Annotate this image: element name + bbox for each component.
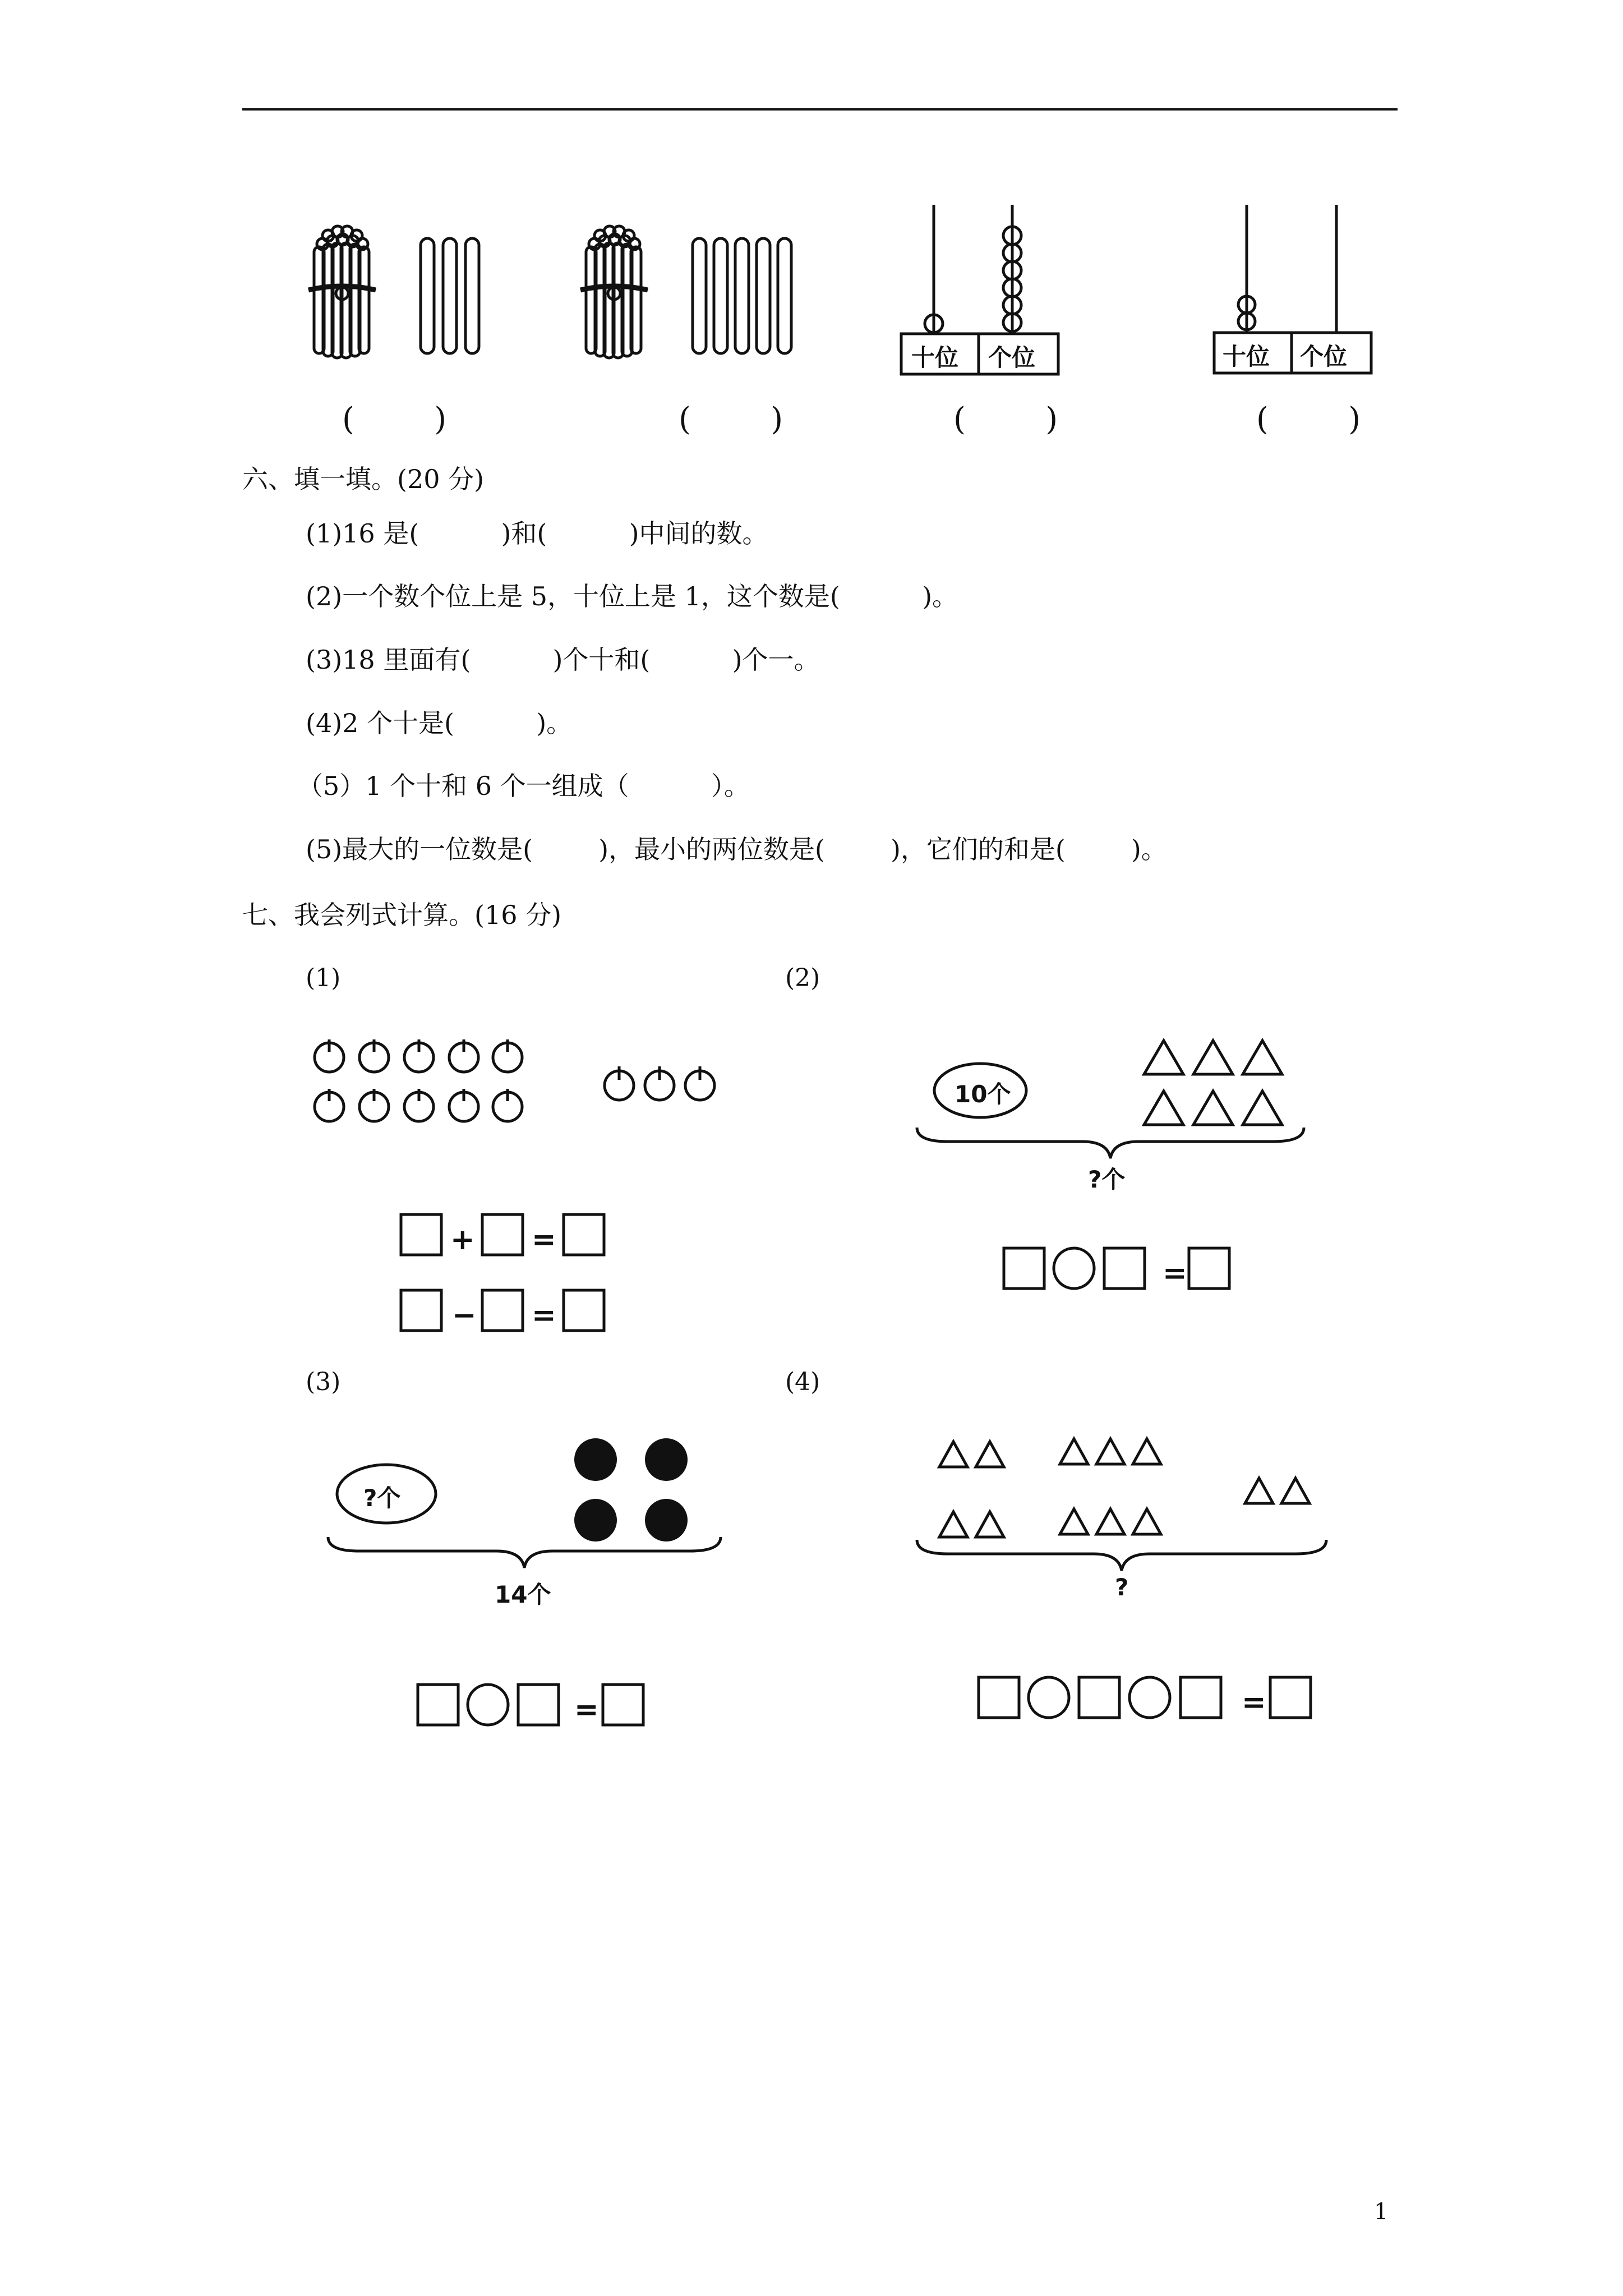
answer-paren-1[interactable]: ( ) xyxy=(342,401,447,438)
fill-item-1: (1)16 是( )和( )中间的数。 xyxy=(306,518,768,549)
triangles-group-6 xyxy=(1141,1035,1287,1133)
q2-oval-text: 10个 xyxy=(955,1080,1011,1108)
equals-sign: = xyxy=(532,1223,556,1257)
stick-bundle-icon xyxy=(303,222,381,362)
abacus-1-ones-label: 个位 xyxy=(988,344,1036,371)
minus-sign: − xyxy=(452,1299,477,1332)
answer-paren-3[interactable]: ( ) xyxy=(953,401,1058,438)
black-dots-group-4 xyxy=(572,1436,695,1548)
q2-brace-text: ?个 xyxy=(1088,1166,1126,1193)
q3-oval-text: ?个 xyxy=(363,1484,401,1512)
abacus-2-tens-label: 十位 xyxy=(1223,343,1270,370)
q2-equation-boxes xyxy=(1001,1245,1237,1293)
equals-sign: = xyxy=(532,1299,556,1332)
q2-brace xyxy=(914,1125,1307,1164)
page-number: 1 xyxy=(1374,2199,1389,2225)
equals-sign: = xyxy=(574,1693,599,1727)
fill-item-4: (4)2 个十是( )。 xyxy=(306,708,573,738)
q4-brace-text: ? xyxy=(1115,1573,1129,1601)
equals-sign: = xyxy=(1242,1686,1266,1719)
fill-item-6: (5)最大的一位数是( )，最小的两位数是( )，它们的和是( )。 xyxy=(306,834,1167,864)
stick-bundle-icon xyxy=(575,222,653,362)
abacus-2-ones-label: 个位 xyxy=(1300,343,1348,370)
q4-equation-boxes xyxy=(976,1674,1318,1722)
q4-label: (4) xyxy=(785,1368,820,1396)
answer-paren-2[interactable]: ( ) xyxy=(679,401,783,438)
answer-paren-4[interactable]: ( ) xyxy=(1256,401,1361,438)
q2-label: (2) xyxy=(785,964,820,992)
apples-group-3 xyxy=(600,1057,723,1108)
triangles-group-12 xyxy=(937,1433,1318,1551)
q1-equation-boxes xyxy=(398,1212,611,1335)
apples-group-10 xyxy=(311,1035,524,1130)
fill-item-2: (2)一个数个位上是 5，十位上是 1，这个数是( )。 xyxy=(306,581,958,611)
plus-sign: + xyxy=(450,1223,475,1257)
section-7-title: 七、我会列式计算。(16 分) xyxy=(242,900,562,930)
section-6-title: 六、填一填。(20 分) xyxy=(242,464,485,494)
q4-brace xyxy=(914,1537,1329,1576)
q3-label: (3) xyxy=(306,1368,341,1396)
q3-equation-boxes xyxy=(415,1682,651,1729)
single-sticks-5 xyxy=(690,236,802,359)
equals-sign: = xyxy=(1163,1257,1187,1290)
fill-item-5: （5）1 个十和 6 个一组成（ ）。 xyxy=(297,771,750,801)
q3-brace-text: 14个 xyxy=(495,1581,551,1608)
abacus-1-tens-label: 十位 xyxy=(911,344,959,371)
header-rule xyxy=(242,108,1398,111)
single-sticks-3 xyxy=(418,236,485,359)
q1-label: (1) xyxy=(306,964,341,992)
fill-item-3: (3)18 里面有( )个十和( )个一。 xyxy=(306,645,820,675)
q3-brace xyxy=(325,1534,723,1573)
